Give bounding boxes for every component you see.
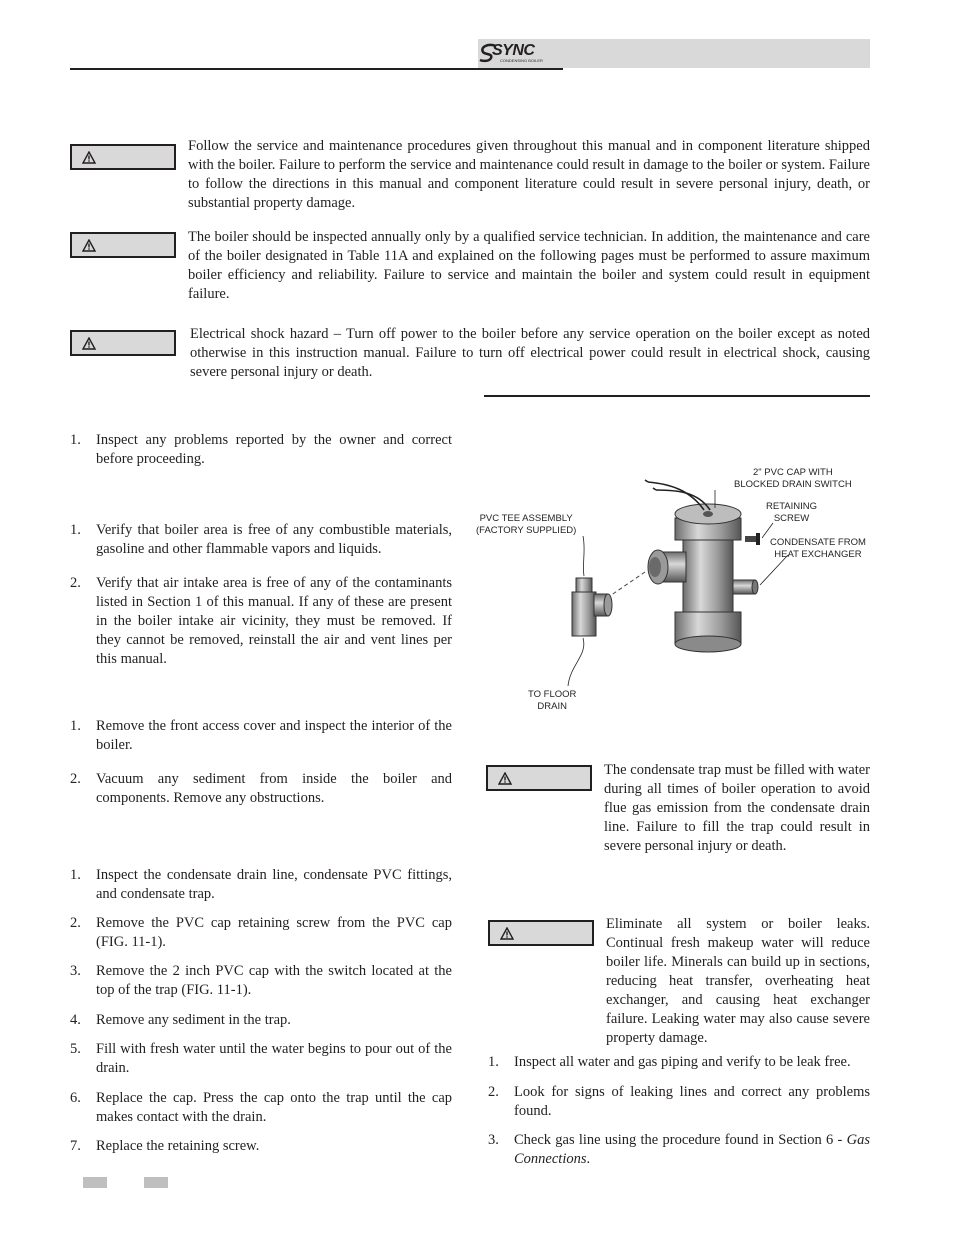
label-condensate-source: CONDENSATE FROM HEAT EXCHANGER <box>770 537 866 560</box>
condensate-trap-diagram <box>470 460 880 715</box>
label-floor-drain: TO FLOOR DRAIN <box>528 689 577 712</box>
warning-triangle-icon <box>82 151 96 164</box>
warning-triangle-icon <box>500 927 514 940</box>
warning-box-3 <box>70 330 176 356</box>
footer-tab-right <box>144 1177 168 1188</box>
logo-word: SYNC <box>492 42 535 59</box>
label-retaining-screw: RETAINING SCREW <box>766 501 818 524</box>
warning-triangle-icon <box>82 239 96 252</box>
warning-text-2: The boiler should be inspected annually only by a qualified service technician. In addition, the maintenance and care of the boiler designated in Table 11A and explained on the following pages must be performed to assure maximum boiler efficiency and reliability. Failure to service and maintain the boiler and system could result in equipment failure. <box>188 229 870 302</box>
logo-subtext: CONDENSING BOILER <box>500 58 543 63</box>
section-rule <box>484 395 870 397</box>
condensate-trap-drawing <box>470 460 880 715</box>
warning-triangle-icon <box>82 337 96 350</box>
warning-box-2 <box>70 232 176 258</box>
warning-text-1: Follow the service and maintenance procedures given throughout this manual and in component literature shipped with the boiler. Failure to perform the service and maintenance could result in damage to the boiler or system. Failure to follow the directions in this manual and component literature could result in severe personal injury, death, or substantial property damage. <box>188 138 870 211</box>
warning-text-4: The condensate trap must be filled with water during all times of boiler operation to avoid flue gas emission from the condensate drain line. Failure to fill the trap could result in severe personal injury or death. <box>604 762 870 854</box>
label-pvc-cap: 2" PVC CAP WITH BLOCKED DRAIN SWITCH <box>734 467 852 490</box>
header-rule <box>70 68 563 70</box>
warning-box-4 <box>486 765 592 791</box>
warning-text-5: Eliminate all system or boiler leaks. Continual fresh makeup water will reduce boiler life. Minerals can build up in sections, reducing heat transfer, overheating heat exchanger, and causing heat exchanger failure. Leaking water may also cause severe property damage. <box>606 916 870 1046</box>
footer-tab-left <box>83 1177 107 1188</box>
warning-triangle-icon <box>498 772 512 785</box>
label-pvc-tee: PVC TEE ASSEMBLY (FACTORY SUPPLIED) <box>476 513 577 536</box>
warning-box-5 <box>488 920 594 946</box>
warning-box-1 <box>70 144 176 170</box>
sync-logo <box>478 39 568 68</box>
warning-text-3: Electrical shock hazard – Turn off power to the boiler before any service operation on the boiler except as noted otherwise in this instruction manual. Failure to turn off electrical power could result in electrical shock, causing severe personal injury or death. <box>190 326 870 380</box>
